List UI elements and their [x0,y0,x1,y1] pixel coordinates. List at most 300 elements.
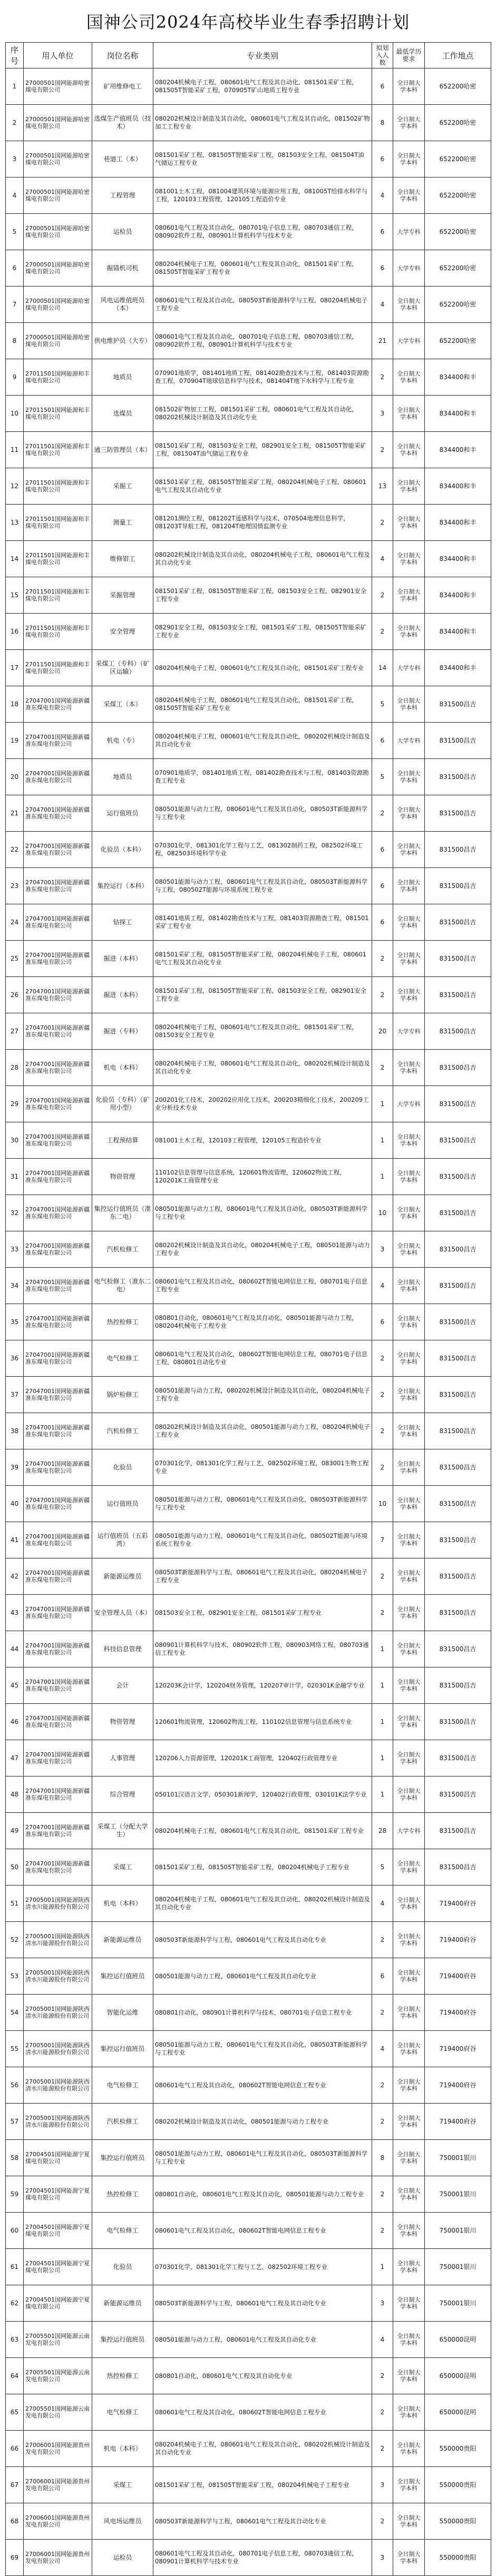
cell-major: 080202机械设计制造及其自动化，080204机械电子工程，080501能源与动力工程专业 [153,1231,372,1268]
cell-employer: 27011501国网能源和丰煤电有限公司 [24,396,92,432]
header-employer: 用人单位 [24,43,92,68]
cell-position: 安全管理 [92,614,153,650]
cell-position: 采煤工（分配大学生） [92,1813,153,1849]
cell-count: 1 [372,1667,393,1704]
cell-employer: 27004501国网能源宁夏煤电有限公司 [24,2176,92,2213]
cell-major: 200201化工技术，200202应用化工技术，200203精细化工技术，200209工业分析技术专业 [153,1086,372,1122]
cell-index: 34 [6,1268,24,1304]
cell-education: 大学专科 [393,723,425,759]
table-row [6,1813,491,1849]
cell-employer: 27047001国网能源新疆准东煤电有限公司 [24,832,92,868]
cell-index: 66 [6,2431,24,2467]
cell-index: 15 [6,577,24,614]
cell-location: 831500昌吉 [425,977,491,1013]
cell-position: 风电运维值班员（本） [92,287,153,323]
cell-education: 全日制大学本科 [393,1377,425,1413]
cell-count: 6 [372,1304,393,1340]
cell-position: 集控运行值班员（准东二电） [92,1195,153,1231]
cell-count: 6 [372,250,393,287]
table-row [6,1849,491,1886]
cell-count: 1 [372,2249,393,2285]
cell-employer: 27000501国网能源哈密煤电有限公司 [24,250,92,287]
cell-major: 081502矿物加工工程，081501采矿工程，080601电气工程及其自动化，080202机械设计制造及其自动化专业 [153,396,372,432]
cell-employer: 27000501国网能源哈密煤电有限公司 [24,177,92,214]
table-row [6,1086,491,1122]
cell-index: 44 [6,1631,24,1667]
cell-location: 834400和丰 [425,468,491,505]
cell-position: 掘锚机司机 [92,250,153,287]
cell-education: 全日制大学本科 [393,2104,425,2140]
cell-major: 080204机械电子工程，080601电气工程及其自动化，081501采矿工程，081505T智能采矿工程专业 [153,686,372,723]
cell-location: 750001银川 [425,2213,491,2249]
cell-position: 集控运行（本科） [92,868,153,904]
cell-location: 650000昆明 [425,2322,491,2358]
cell-index: 32 [6,1195,24,1231]
cell-count: 8 [372,105,393,141]
cell-position: 运行值班员 [92,1486,153,1522]
cell-location: 831500昌吉 [425,686,491,723]
cell-location: 650000昆明 [425,2358,491,2394]
cell-major: 080202机械设计制造及其自动化，080204机械电子工程，080601电气工程及其自动化专业 [153,541,372,577]
cell-index: 5 [6,214,24,250]
cell-education: 大学专科 [393,250,425,287]
cell-count: 1 [372,1631,393,1667]
cell-index: 18 [6,686,24,723]
cell-education: 全日制大学本科 [393,2140,425,2176]
cell-major: 081501采矿工程，081505T智能采矿工程，080204机械电子工程专业 [153,1849,372,1886]
cell-employer: 27047001国网能源新疆准东煤电有限公司 [24,1704,92,1740]
cell-count: 2 [372,1413,393,1449]
cell-major: 081501采矿工程，081503安全工程，082901安全工程，081505T智能采矿工程，081504T油气储运工程专业 [153,432,372,468]
cell-employer: 27011501国网能源和丰煤电有限公司 [24,432,92,468]
cell-major: 080501能源与动力工程，080202机械设计制造及其自动化，080204机械电子工程专业 [153,1377,372,1413]
cell-location: 650000昆明 [425,2394,491,2431]
cell-employer: 27011501国网能源和丰煤电有限公司 [24,650,92,686]
cell-index: 14 [6,541,24,577]
table-row [6,250,491,287]
cell-employer: 27047001国网能源新疆准东煤电有限公司 [24,904,92,941]
cell-index: 19 [6,723,24,759]
cell-count: 4 [372,1886,393,1922]
cell-location: 719400府谷 [425,1958,491,1995]
cell-count: 7 [372,1522,393,1558]
cell-major: 081501采矿工程，081505T智能采矿工程，081503安全工程，082901安全工程专业 [153,977,372,1013]
table-row [6,1449,491,1486]
cell-index: 42 [6,1558,24,1595]
cell-education: 全日制大学本科 [393,541,425,577]
cell-major: 080204机械电子工程，080601电气工程及其自动化，081501采矿工程专业 [153,1813,372,1849]
table-row [6,1159,491,1195]
cell-position: 选煤生产值班员（技术） [92,105,153,141]
cell-education: 全日制大学本科 [393,359,425,396]
cell-index: 56 [6,2067,24,2104]
cell-position: 运行值班员 [92,795,153,832]
table-row [6,1776,491,1813]
cell-location: 719400府谷 [425,1886,491,1922]
cell-location: 831500昌吉 [425,1631,491,1667]
cell-index: 60 [6,2213,24,2249]
cell-major: 080501能源与动力工程，080601电气工程及其自动化，080503T新能源科学与工程专业 [153,2140,372,2176]
cell-major: 080501能源与动力工程，080601电气工程及其自动化，080503T新能源科学与工程专业 [153,1486,372,1522]
cell-employer: 27006001国网能源贵州发电有限公司 [24,2467,92,2503]
cell-count: 13 [372,468,393,505]
table-row [6,759,491,795]
table-row [6,287,491,323]
cell-count: 6 [372,723,393,759]
cell-index: 46 [6,1704,24,1740]
cell-position: 采煤工（专科）（矿区运输） [92,650,153,686]
cell-education: 全日制大学本科 [393,868,425,904]
cell-education: 全日制大学本科 [393,614,425,650]
cell-major: 080601电气工程及其自动化，080701电子信息工程，080703通信工程，080902软件工程，080901计算机科学与技术专业 [153,323,372,359]
cell-index: 48 [6,1776,24,1813]
cell-location: 831500昌吉 [425,868,491,904]
cell-employer: 27047001国网能源新疆准东煤电有限公司 [24,1377,92,1413]
table-row [6,1958,491,1995]
cell-education: 全日制大学本科 [393,1050,425,1086]
cell-major: 080801自动化，080901计算机科学与技术，080701电子信息工程专业 [153,1995,372,2031]
cell-education: 全日制大学本科 [393,2503,425,2540]
cell-location: 550000贵阳 [425,2431,491,2467]
cell-employer: 27047001国网能源新疆准东煤电有限公司 [24,1740,92,1776]
cell-count: 4 [372,287,393,323]
cell-employer: 27006001国网能源贵州发电有限公司 [24,2431,92,2467]
table-row [6,1558,491,1595]
cell-major: 080204机械电子工程，080601电气工程及其自动化，080202机械设计制造及其自动化专业 [153,723,372,759]
cell-count: 4 [372,177,393,214]
cell-count: 6 [372,214,393,250]
cell-major: 070901地质学，081401地质工程，081402勘查技术与工程，081403资源勘查工程专业 [153,759,372,795]
cell-education: 全日制大学本科 [393,468,425,505]
cell-employer: 27004501国网能源宁夏煤电有限公司 [24,2213,92,2249]
table-row [6,541,491,577]
table-row [6,505,491,541]
cell-education: 全日制大学本科 [393,1449,425,1486]
table-row [6,1050,491,1086]
table-row [6,2503,491,2540]
cell-count: 4 [372,2322,393,2358]
cell-education: 全日制大学本科 [393,1595,425,1631]
table-row [6,2176,491,2213]
cell-education: 全日制大学本科 [393,1522,425,1558]
cell-index: 16 [6,614,24,650]
cell-count: 4 [372,541,393,577]
cell-employer: 27047001国网能源新疆准东煤电有限公司 [24,686,92,723]
cell-count: 4 [372,1268,393,1304]
cell-count: 2 [372,2067,393,2104]
cell-major: 050101汉语言文学，050301新闻学，120402行政管理，030101K法学专业 [153,1776,372,1813]
cell-employer: 27047001国网能源新疆准东煤电有限公司 [24,1486,92,1522]
table-row [6,577,491,614]
cell-index: 1 [6,68,24,105]
cell-position: 选煤员 [92,396,153,432]
cell-position: 运检员 [92,2540,153,2576]
cell-employer: 27005001国网能源陕西清水川能源股份有限公司 [24,1958,92,1995]
cell-count: 5 [372,686,393,723]
table-row [6,2467,491,2503]
cell-count: 2 [372,359,393,396]
cell-count: 2 [372,1050,393,1086]
cell-position: 维修钳工 [92,541,153,577]
cell-major: 080801自动化，080601电气工程及其自动化，080501能源与动力工程，080204机械电子工程专业 [153,1304,372,1340]
cell-education: 全日制大学本科 [393,832,425,868]
cell-index: 26 [6,977,24,1013]
cell-education: 全日制大学本科 [393,2540,425,2576]
cell-employer: 27047001国网能源新疆准东煤电有限公司 [24,1813,92,1849]
cell-education: 全日制大学本科 [393,141,425,177]
cell-count: 1 [372,1740,393,1776]
table-row [6,1413,491,1449]
table-row [6,650,491,686]
cell-education: 全日制大学本科 [393,2249,425,2285]
cell-education: 全日制大学本科 [393,1776,425,1813]
cell-position: 安全管理人员（本） [92,1595,153,1631]
cell-count: 2 [372,505,393,541]
cell-location: 831500昌吉 [425,941,491,977]
cell-education: 全日制大学本科 [393,432,425,468]
cell-location: 831500昌吉 [425,1340,491,1377]
table-row [6,2285,491,2322]
cell-index: 8 [6,323,24,359]
cell-location: 750001银川 [425,2285,491,2322]
cell-position: 集控运行值班员 [92,1958,153,1995]
cell-employer: 27047001国网能源新疆准东煤电有限公司 [24,1631,92,1667]
table-row [6,2140,491,2176]
cell-position: 地质员 [92,359,153,396]
cell-major: 080501能源与动力工程，080601电气工程及其自动化专业 [153,2322,372,2358]
cell-location: 831500昌吉 [425,723,491,759]
cell-location: 834400和丰 [425,505,491,541]
cell-position: 化验员（本科） [92,832,153,868]
cell-position: 汽机检修工 [92,1231,153,1268]
cell-index: 53 [6,1958,24,1995]
table-row [6,1231,491,1268]
cell-location: 652200哈密 [425,141,491,177]
cell-education: 全日制大学本科 [393,1159,425,1195]
header-location: 工作地点 [425,43,491,68]
cell-index: 10 [6,396,24,432]
table-row [6,177,491,214]
table-row [6,1268,491,1304]
cell-employer: 27004501国网能源宁夏煤电有限公司 [24,2285,92,2322]
cell-index: 3 [6,141,24,177]
cell-education: 全日制大学本科 [393,1849,425,1886]
cell-count: 2 [372,2176,393,2213]
cell-major: 080202机械设计制造及其自动化，080601电气工程及其自动化，081502矿物加工工程专业 [153,105,372,141]
cell-employer: 27005501国网能源云南发电有限公司 [24,2322,92,2358]
cell-count: 1 [372,1086,393,1122]
cell-education: 全日制大学本科 [393,1122,425,1159]
cell-employer: 27011501国网能源和丰煤电有限公司 [24,541,92,577]
cell-major: 070901地质学，081401地质工程，081402勘查技术与工程，081403资源勘查工程，070904T地球信息科学与技术，081404T地下水科学与工程专业 [153,359,372,396]
table-row [6,68,491,105]
cell-position: 通三防管理员（本） [92,432,153,468]
cell-count: 2 [372,2213,393,2249]
cell-count: 1 [372,1776,393,1813]
cell-major: 080503T新能源科学与工程，080601电气工程及其自动化专业 [153,2285,372,2322]
cell-education: 全日制大学本科 [393,1340,425,1377]
cell-position: 热控检修工 [92,2176,153,2213]
cell-index: 39 [6,1449,24,1486]
cell-count: 21 [372,323,393,359]
cell-education: 全日制大学本科 [393,2213,425,2249]
cell-index: 43 [6,1595,24,1631]
cell-major: 081503安全工程，082901安全工程，081501采矿工程专业 [153,1595,372,1631]
cell-location: 550000贵阳 [425,2503,491,2540]
cell-position: 汽机检修工 [92,2104,153,2140]
cell-major: 081001土木工程，120103工程管理，120105工程造价专业 [153,1122,372,1159]
cell-position: 电气检修工 [92,2067,153,2104]
cell-index: 27 [6,1013,24,1050]
cell-location: 750001银川 [425,2176,491,2213]
cell-education: 全日制大学本科 [393,1995,425,2031]
cell-employer: 27000501国网能源哈密煤电有限公司 [24,105,92,141]
cell-major: 080501能源与动力工程，080601电气工程及其自动化，080503T新能源科学与工程专业 [153,795,372,832]
cell-position: 集控运行值班员 [92,2322,153,2358]
cell-position: 矿用维修电工 [92,68,153,105]
cell-count: 1 [372,1159,393,1195]
cell-position: 测量工 [92,505,153,541]
cell-location: 719400府谷 [425,1995,491,2031]
cell-education: 全日制大学本科 [393,2358,425,2394]
cell-employer: 27047001国网能源新疆准东煤电有限公司 [24,1086,92,1122]
cell-position: 机电（本科） [92,1886,153,1922]
cell-count: 2 [372,1558,393,1595]
cell-location: 652200哈密 [425,250,491,287]
cell-position: 集控运行值班员 [92,2140,153,2176]
cell-count: 2 [372,1995,393,2031]
cell-count: 6 [372,141,393,177]
cell-employer: 27006001国网能源贵州发电有限公司 [24,2503,92,2540]
cell-count: 2 [372,1922,393,1958]
cell-employer: 27047001国网能源新疆准东煤电有限公司 [24,1340,92,1377]
cell-location: 831500昌吉 [425,1159,491,1195]
cell-major: 080202机械设计制造及其自动化，080501能源与动力工程，080204机械电子工程专业 [153,1413,372,1449]
cell-index: 52 [6,1922,24,1958]
table-row [6,432,491,468]
cell-employer: 27047001国网能源新疆准东煤电有限公司 [24,1449,92,1486]
cell-education: 全日制大学本科 [393,795,425,832]
cell-education: 全日制大学本科 [393,1231,425,1268]
cell-employer: 27005001国网能源陕西清水川能源股份有限公司 [24,2067,92,2104]
cell-count: 1 [372,1704,393,1740]
cell-major: 080601电气工程及其自动化，080602T智能电网信息工程，080701电子信息工程专业 [153,1268,372,1304]
cell-location: 831500昌吉 [425,1849,491,1886]
cell-major: 080601电气工程及其自动化，080701电子信息工程，080703通信工程，080901计算机科学与技术专业 [153,2540,372,2576]
cell-count: 6 [372,832,393,868]
cell-position: 运检员 [92,214,153,250]
cell-location: 831500昌吉 [425,1486,491,1522]
cell-education: 全日制大学本科 [393,759,425,795]
cell-index: 40 [6,1486,24,1522]
table-row [6,832,491,868]
cell-count: 2 [372,1449,393,1486]
cell-employer: 27047001国网能源新疆准东煤电有限公司 [24,1522,92,1558]
cell-position: 会计 [92,1667,153,1704]
cell-employer: 27011501国网能源和丰煤电有限公司 [24,359,92,396]
cell-location: 719400府谷 [425,2067,491,2104]
cell-count: 2 [372,795,393,832]
cell-location: 831500昌吉 [425,1704,491,1740]
cell-position: 综合管理 [92,1776,153,1813]
cell-count: 1 [372,1122,393,1159]
header-count: 拟划入人数 [372,43,393,68]
cell-location: 831500昌吉 [425,1122,491,1159]
cell-education: 全日制大学本科 [393,1922,425,1958]
table-row [6,2104,491,2140]
cell-location: 831500昌吉 [425,1231,491,1268]
cell-education: 全日制大学本科 [393,2285,425,2322]
cell-index: 41 [6,1522,24,1558]
cell-position: 新能源运维员 [92,2285,153,2322]
cell-count: 6 [372,1958,393,1995]
header-index: 序号 [6,43,24,68]
cell-position: 掘进（本科） [92,941,153,977]
cell-index: 2 [6,105,24,141]
cell-location: 831500昌吉 [425,1740,491,1776]
cell-position: 热控检修工 [92,2358,153,2394]
cell-location: 831500昌吉 [425,1813,491,1849]
cell-index: 33 [6,1231,24,1268]
table-row [6,1922,491,1958]
cell-major: 070301化学，081301化学工程与工艺，082502环境工程，083001生物工程专业 [153,1449,372,1486]
cell-count: 2 [372,977,393,1013]
cell-education: 大学专科 [393,1013,425,1050]
cell-employer: 27004501国网能源宁夏煤电有限公司 [24,2249,92,2285]
cell-count: 2 [372,432,393,468]
cell-location: 719400府谷 [425,1922,491,1958]
cell-location: 831500昌吉 [425,904,491,941]
cell-education: 全日制大学本科 [393,941,425,977]
cell-location: 831500昌吉 [425,1449,491,1486]
cell-education: 大学专科 [393,214,425,250]
cell-position: 采煤工 [92,1849,153,1886]
cell-count: 4 [372,2031,393,2067]
cell-education: 全日制大学本科 [393,1268,425,1304]
cell-index: 30 [6,1122,24,1159]
table-row [6,2322,491,2358]
cell-employer: 27047001国网能源新疆准东煤电有限公司 [24,795,92,832]
table-row [6,977,491,1013]
cell-location: 834400和丰 [425,541,491,577]
cell-education: 全日制大学本科 [393,577,425,614]
cell-count: 10 [372,1486,393,1522]
table-row [6,2031,491,2067]
cell-major: 080501能源与动力工程，080601电气工程及其自动化，080502T能源与环境系统工程专业 [153,1522,372,1558]
cell-employer: 27047001国网能源新疆准东煤电有限公司 [24,723,92,759]
cell-major: 080503T新能源科学与工程，080601电气工程及其自动化专业 [153,2503,372,2540]
cell-employer: 27011501国网能源和丰煤电有限公司 [24,468,92,505]
cell-position: 机电（本科） [92,1050,153,1086]
cell-position: 热控检修工 [92,1304,153,1340]
table-row [6,2394,491,2431]
cell-location: 831500昌吉 [425,1377,491,1413]
cell-position: 采煤工 [92,2467,153,2503]
table-row [6,2067,491,2104]
cell-education: 全日制大学本科 [393,2431,425,2467]
cell-index: 62 [6,2285,24,2322]
cell-position: 采煤工（本） [92,686,153,723]
cell-index: 67 [6,2467,24,2503]
cell-education: 全日制大学本科 [393,177,425,214]
cell-count: 2 [372,2503,393,2540]
table-row [6,1195,491,1231]
cell-education: 全日制大学本科 [393,1704,425,1740]
cell-location: 831500昌吉 [425,1013,491,1050]
cell-major: 080601电气工程及其自动化，080602T智能电网信息工程专业 [153,2213,372,2249]
cell-location: 831500昌吉 [425,832,491,868]
cell-major: 080204机械电子工程，080601电气工程及其自动化，081501采矿工程，081505T智能采矿工程专业 [153,250,372,287]
